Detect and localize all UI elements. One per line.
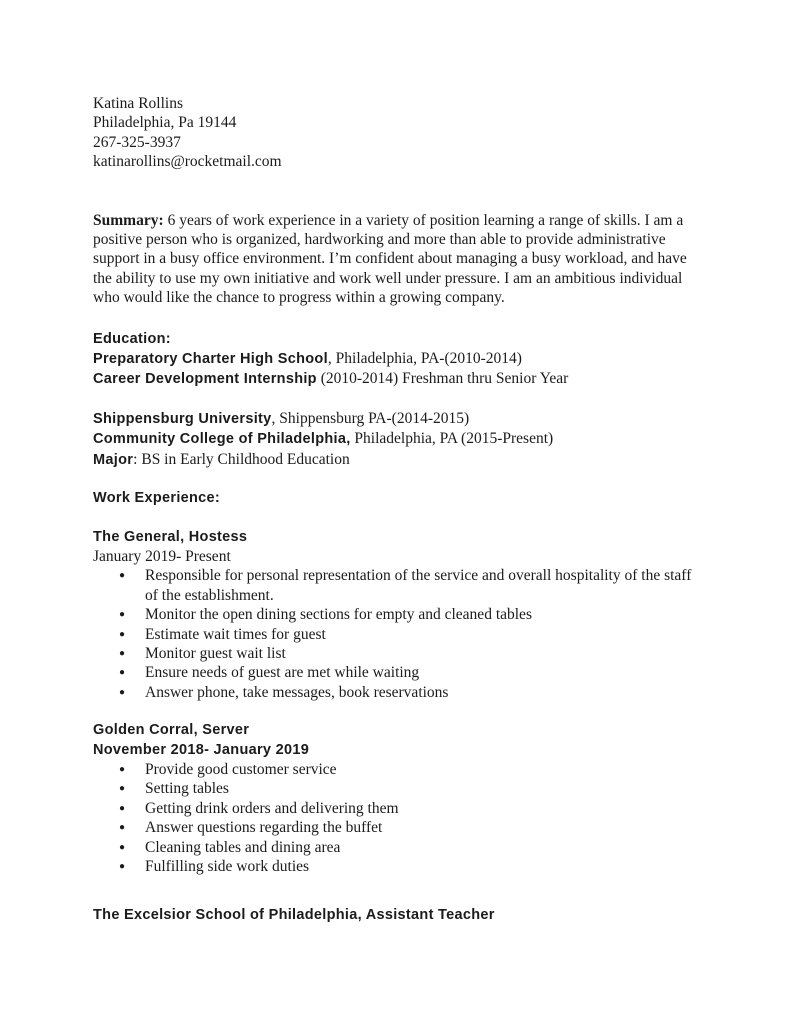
duty-item: ● Getting drink orders and delivering them [93,799,697,818]
education-group-1 [93,349,697,390]
duty-item: ● Cleaning tables and dining area [93,838,697,857]
contact-phone: 267-325-3937 [93,133,181,151]
duty-item: ● Ensure needs of guest are met while waiting [93,663,697,682]
job-dates: January 2019- Present [93,547,231,565]
job-duties-list [93,760,697,876]
summary-paragraph [93,211,697,308]
education-entry [93,429,697,449]
major-detail: : BS in Early Childhood Education [133,450,350,468]
job-duties-list [93,566,697,702]
school-name: Community College of Philadelphia, [93,431,351,448]
education-heading: Education: [93,330,171,347]
job-title: The General, Hostess [93,528,248,545]
summary-text: 6 years of work experience in a variety of position learning a range of skills. I am a positive person who is organized, hardworking and more than able to provide administrative support in a busy office environment. I’m confident about managing a busy workload, and have the ability to use my own initiative and work well under pressure. I am an ambitious individual who would like the chance to progress within a growing company. [93,211,687,307]
duty-item: ● Estimate wait times for guest [93,625,697,644]
education-group-2 [93,409,697,470]
work-experience-heading: Work Experience: [93,490,221,507]
duty-item: ● Monitor guest wait list [93,644,697,663]
job-dates: November 2018- January 2019 [93,741,310,758]
school-detail: , Shippensburg PA-(2014-2015) [271,409,470,427]
duty-item: ● Fulfilling side work duties [93,857,697,876]
school-detail: Philadelphia, PA (2015-Present) [350,430,554,448]
duty-item: ● Setting tables [93,779,697,798]
education-entry [93,369,697,389]
contact-name: Katina Rollins [93,95,183,112]
contact-email: katinarollins@rocketmail.com [93,153,282,171]
duty-item: ● Responsible for personal representation of the service and overall hospitality of the staff of the establishment. [93,566,697,605]
job-title: Golden Corral, Server [93,722,250,739]
major-label: Major [93,451,134,468]
summary-label: Summary: [93,211,164,229]
education-entry [93,409,697,429]
duty-item: ● Answer questions regarding the buffet [93,818,697,837]
program-detail: (2010-2014) Freshman thru Senior Year [316,370,569,388]
duty-item: ● Monitor the open dining sections for empty and cleaned tables [93,605,697,624]
contact-block [93,94,697,172]
school-name: Preparatory Charter High School [93,351,328,368]
education-entry [93,450,697,470]
job-excelsior-heading: The Excelsior School of Philadelphia, Assistant Teacher [93,907,495,924]
job-the-general [93,528,697,703]
duty-item: ● Answer phone, take messages, book reservations [93,683,697,702]
program-name: Career Development Internship [93,371,317,388]
education-section [93,330,697,470]
contact-location: Philadelphia, Pa 19144 [93,114,237,132]
job-golden-corral [93,721,697,876]
education-entry [93,349,697,369]
school-detail: , Philadelphia, PA-(2010-2014) [327,350,522,368]
duty-item: ● Provide good customer service [93,760,697,779]
school-name: Shippensburg University [93,410,272,427]
